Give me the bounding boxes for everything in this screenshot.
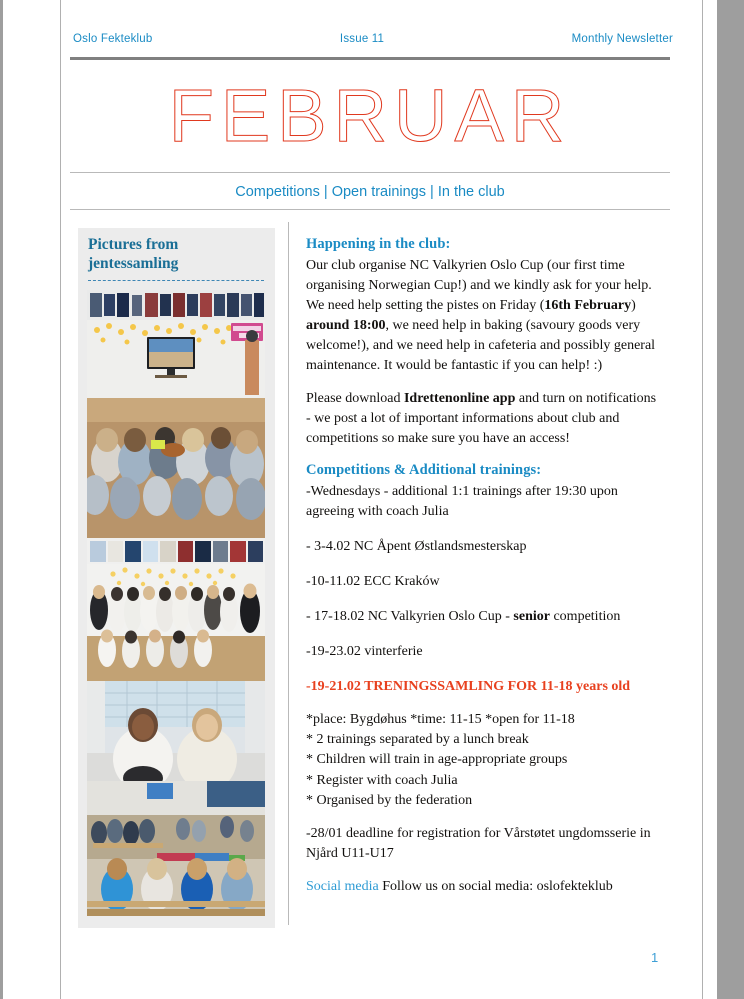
camp-detail: * Children will train in age-appropriate groups (306, 752, 568, 768)
camp-detail: * Register with coach Julia (306, 772, 458, 788)
list-item: -10-11.02 ECC Kraków (306, 574, 440, 590)
paragraph-club-help-part1: Our club organise NC Valkyrien Oslo Cup (our first time organising Norwegian Cup!) and we kindly ask for your help. We need help setting the pistes on Friday ( (306, 258, 652, 314)
heading-happening-in-the-club: Happening in the club: (306, 236, 451, 252)
heading-competitions-and-trainings: Competitions & Additional trainings: (306, 462, 542, 479)
template-rule-left (60, 0, 61, 999)
paragraph-club-help-time: around 18:00 (306, 318, 386, 334)
page-frame-right (717, 0, 744, 999)
social-media-line (306, 877, 658, 897)
column-divider (288, 222, 289, 925)
paragraph-club-help-part2: ) (631, 298, 636, 314)
section-links[interactable] (70, 180, 670, 204)
paragraph-app-name: Idrettenonline app (403, 391, 516, 407)
oslo-cup-part2: competition (549, 609, 621, 625)
camp-detail: * 2 trainings separated by a lunch break (306, 732, 529, 748)
oslo-cup-part1: - 17-18.02 NC Valkyrien Oslo Cup - (306, 609, 514, 625)
photo-children-seated-in-sports-hall (87, 781, 265, 916)
nav-divider-top (70, 172, 670, 173)
masthead-issue: Issue 11 (339, 33, 385, 45)
training-camp-details (306, 710, 658, 811)
section-links-label[interactable]: Competitions | Open trainings | In the club (235, 184, 505, 200)
training-camp-headline: -19-21.02 TRENINGSSAMLING FOR 11-18 years old (306, 679, 631, 695)
photo-collage (87, 290, 265, 916)
masthead-newsletter-type: Monthly Newsletter (571, 33, 673, 45)
list-item: -Wednesdays - additional 1:1 trainings after 19:30 upon agreeing with coach Julia (306, 484, 618, 520)
list-item (306, 607, 658, 627)
paragraph-club-help (306, 256, 658, 376)
list-item: -19-23.02 vinterferie (306, 644, 423, 660)
paragraph-app-part2: and turn on notifications - we post a lot of important informations about club and competitions so make sure you have an access! (306, 391, 657, 447)
paragraph-app-download (306, 389, 658, 449)
month-title-container (70, 66, 670, 166)
social-media-label[interactable]: Social media (306, 879, 379, 895)
sidebar-title: Pictures from jentessamling (88, 236, 179, 272)
photo-two-fencers-seated-smiling (87, 681, 265, 781)
camp-detail: *place: Bygdøhus *time: 11-15 *open for 11-18 (306, 711, 575, 727)
camp-detail: * Organised by the federation (306, 793, 473, 809)
paragraph-club-help-date: 16th February (544, 298, 632, 314)
masthead-divider (70, 57, 670, 60)
paragraph-app-part1: Please download (306, 391, 404, 407)
photo-group-watching-screen-with-fairy-lights (87, 290, 265, 538)
registration-deadline: -28/01 deadline for registration for Vårstøtet ungdomsserie in Njård U11-U17 (306, 826, 651, 862)
paragraph-club-help-part3: , we need help in baking (savoury goods very welcome!), and we need help in cafeteria and possibly general maintenance. It would be fantastic if you can help! :) (306, 318, 656, 374)
sidebar-dashed-divider (88, 280, 264, 281)
page-number: 1 (651, 950, 659, 965)
photo-fencing-team-group-portrait (87, 538, 265, 681)
masthead-club-name: Oslo Fekteklub (73, 33, 153, 45)
social-media-handle: Follow us on social media: oslofekteklub (378, 879, 613, 895)
oslo-cup-senior: senior (513, 609, 550, 625)
nav-divider-bottom (70, 209, 670, 210)
list-item: - 3-4.02 NC Åpent Østlandsmesterskap (306, 539, 527, 555)
newsletter-page (3, 0, 717, 999)
masthead (73, 28, 673, 50)
template-rule-right (702, 0, 703, 999)
page-title: FEBRUAR (168, 74, 572, 157)
main-content (306, 236, 658, 897)
